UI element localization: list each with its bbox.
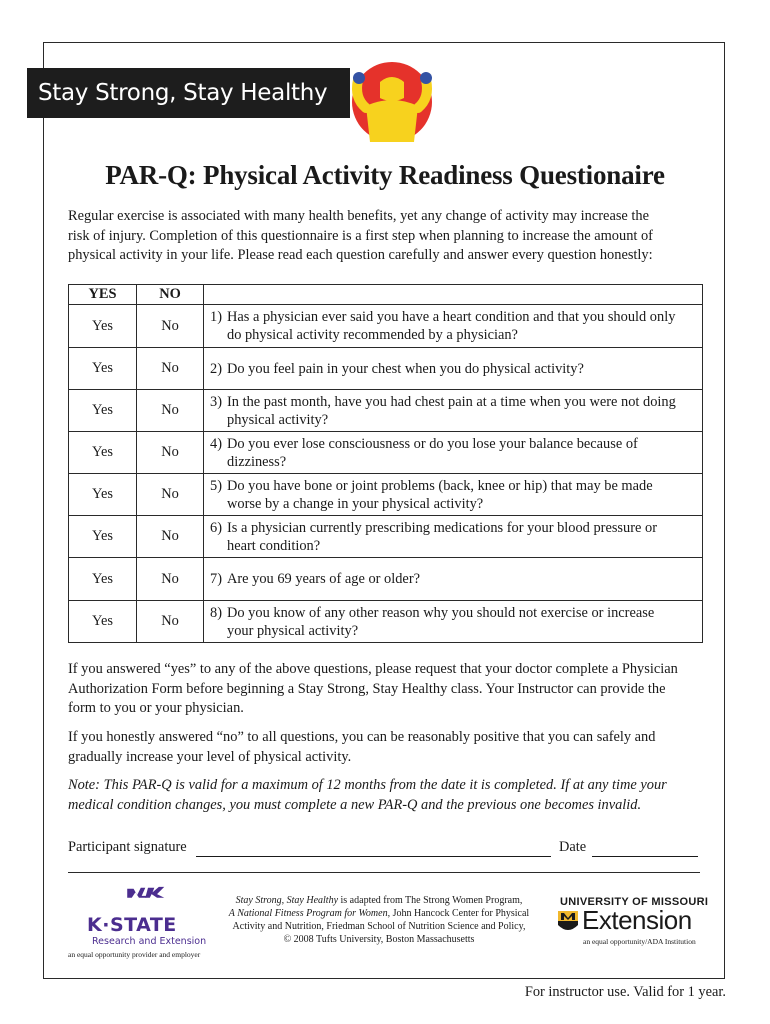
question-row-6 (69, 516, 703, 558)
no-option[interactable]: No (137, 558, 204, 601)
date-field[interactable] (592, 856, 698, 857)
question-line: dizziness? (227, 453, 287, 470)
question-column-header (204, 285, 703, 305)
question-number: 5) (210, 477, 222, 494)
program-name: Stay Strong, Stay Healthy (235, 895, 339, 906)
mizzou-name: UNIVERSITY OF MISSOURI (560, 896, 709, 908)
question-number: 1) (210, 309, 222, 325)
question-number: 4) (210, 435, 222, 452)
kstate-name: K·STATE (87, 914, 177, 936)
yes-option[interactable]: Yes (69, 305, 137, 348)
table-header-row (69, 285, 703, 305)
no-column-header: NO (137, 285, 204, 305)
question-row-3 (69, 390, 703, 432)
question-line: heart condition? (227, 537, 321, 554)
question-row-5 (69, 474, 703, 516)
question-text (204, 305, 703, 348)
question-line: In the past month, have you had chest pain at a time when you were not doing (227, 393, 676, 410)
yes-option[interactable]: Yes (69, 516, 137, 558)
question-line: Do you know of any other reason why you should not exercise or increase (227, 604, 655, 621)
no-option[interactable]: No (137, 390, 204, 432)
no-guidance-paragraph (68, 728, 708, 767)
banner-title: Stay Strong, Stay Healthy (38, 80, 328, 106)
footer-note: For instructor use. Valid for 1 year. (524, 984, 726, 1000)
yes-column-header: YES (69, 285, 137, 305)
question-line: Do you have bone or joint problems (back, knee or hip) that may be made (227, 477, 653, 494)
document-title: PAR-Q: Physical Activity Readiness Questionaire (105, 160, 665, 190)
no-option[interactable]: No (137, 474, 204, 516)
kstate-eeo-statement: an equal opportunity provider and employer (68, 950, 201, 959)
mizzou-eeo-statement: an equal opportunity/ADA Institution (583, 937, 696, 946)
note-line: medical condition changes, you must complete a new PAR-Q and the previous one becomes invalid. (68, 796, 642, 813)
question-text (204, 474, 703, 516)
question-line: Are you 69 years of age or older? (227, 571, 420, 587)
date-label: Date (559, 839, 587, 855)
yes-option[interactable]: Yes (69, 348, 137, 390)
question-line: Do you feel pain in your chest when you do physical activity? (227, 360, 584, 377)
question-line: Do you ever lose consciousness or do you lose your balance because of (227, 435, 638, 452)
paragraph-line: If you honestly answered “no” to all questions, you can be reasonably positive that you can safely and (68, 729, 656, 745)
yes-option[interactable]: Yes (69, 390, 137, 432)
paragraph-line: form to you or your physician. (68, 700, 244, 716)
yes-option[interactable]: Yes (69, 601, 137, 643)
participant-signature-field[interactable] (196, 856, 551, 857)
question-row-2 (69, 348, 703, 390)
question-row-8 (69, 601, 703, 643)
intro-line: risk of injury. Completion of this questionnaire is a first step when planning to increase the amount of (68, 227, 653, 244)
question-text (204, 516, 703, 558)
note-line: Note: This PAR-Q is valid for a maximum of 12 months from the date it is completed. If at any time your (68, 777, 667, 793)
credit-copyright: © 2008 Tufts University, Boston Massachusetts (283, 934, 475, 945)
question-row-4 (69, 432, 703, 474)
question-line: do physical activity recommended by a physician? (227, 327, 518, 343)
credit-text: Activity and Nutrition, Friedman School of Nutrition Science and Policy, (232, 921, 526, 932)
yes-guidance-paragraph (68, 660, 708, 719)
no-option[interactable]: No (137, 348, 204, 390)
yes-option[interactable]: Yes (69, 474, 137, 516)
question-number: 6) (210, 519, 222, 536)
question-number: 2) (210, 360, 222, 377)
credit-text: John Hancock Center for Physical (390, 908, 530, 919)
question-line: physical activity? (227, 411, 329, 428)
paragraph-line: gradually increase your level of physical activity. (68, 748, 352, 765)
paragraph-line: Authorization Form before beginning a Stay Strong, Stay Healthy class. Your Instructor can provide the (68, 680, 666, 697)
question-text (204, 432, 703, 474)
questionnaire-table (68, 284, 703, 643)
intro-line: Regular exercise is associated with many health benefits, yet any change of activity may increase the (68, 208, 650, 224)
question-number: 8) (210, 604, 222, 621)
no-option[interactable]: No (137, 305, 204, 348)
yes-option[interactable]: Yes (69, 558, 137, 601)
question-row-7 (69, 558, 703, 601)
question-text (204, 390, 703, 432)
no-option[interactable]: No (137, 516, 204, 558)
question-number: 3) (210, 393, 222, 410)
no-option[interactable]: No (137, 432, 204, 474)
participant-signature-label: Participant signature (68, 839, 187, 855)
yes-option[interactable]: Yes (69, 432, 137, 474)
strong-figure-icon (344, 58, 448, 142)
no-option[interactable]: No (137, 601, 204, 643)
intro-paragraph (68, 207, 688, 266)
question-text (204, 558, 703, 601)
question-row-1 (69, 305, 703, 348)
credit-text: is adapted from The Strong Women Program, (338, 895, 523, 906)
mizzou-shield-icon (558, 911, 578, 933)
question-line: Is a physician currently prescribing medications for your blood pressure or (227, 519, 657, 536)
question-line: your physical activity? (227, 622, 359, 639)
mizzou-extension-wordmark: Extension (582, 905, 692, 935)
question-number: 7) (210, 571, 222, 587)
question-line: worse by a change in your physical activity? (227, 495, 484, 512)
question-text (204, 348, 703, 390)
intro-line: physical activity in your life. Please read each question carefully and answer every question honestly: (68, 247, 653, 263)
question-line: Has a physician ever said you have a heart condition and that you should only (227, 309, 676, 325)
paragraph-line: If you answered “yes” to any of the above questions, please request that your doctor complete a Physician (68, 661, 678, 677)
kstate-subtitle: Research and Extension (92, 936, 207, 947)
question-text (204, 601, 703, 643)
validity-note (68, 776, 708, 815)
credit-program-title: A National Fitness Program for Women, (228, 908, 391, 919)
footer-divider (68, 872, 700, 873)
kstate-wildcat-logo (118, 886, 178, 914)
program-credit (222, 894, 536, 946)
